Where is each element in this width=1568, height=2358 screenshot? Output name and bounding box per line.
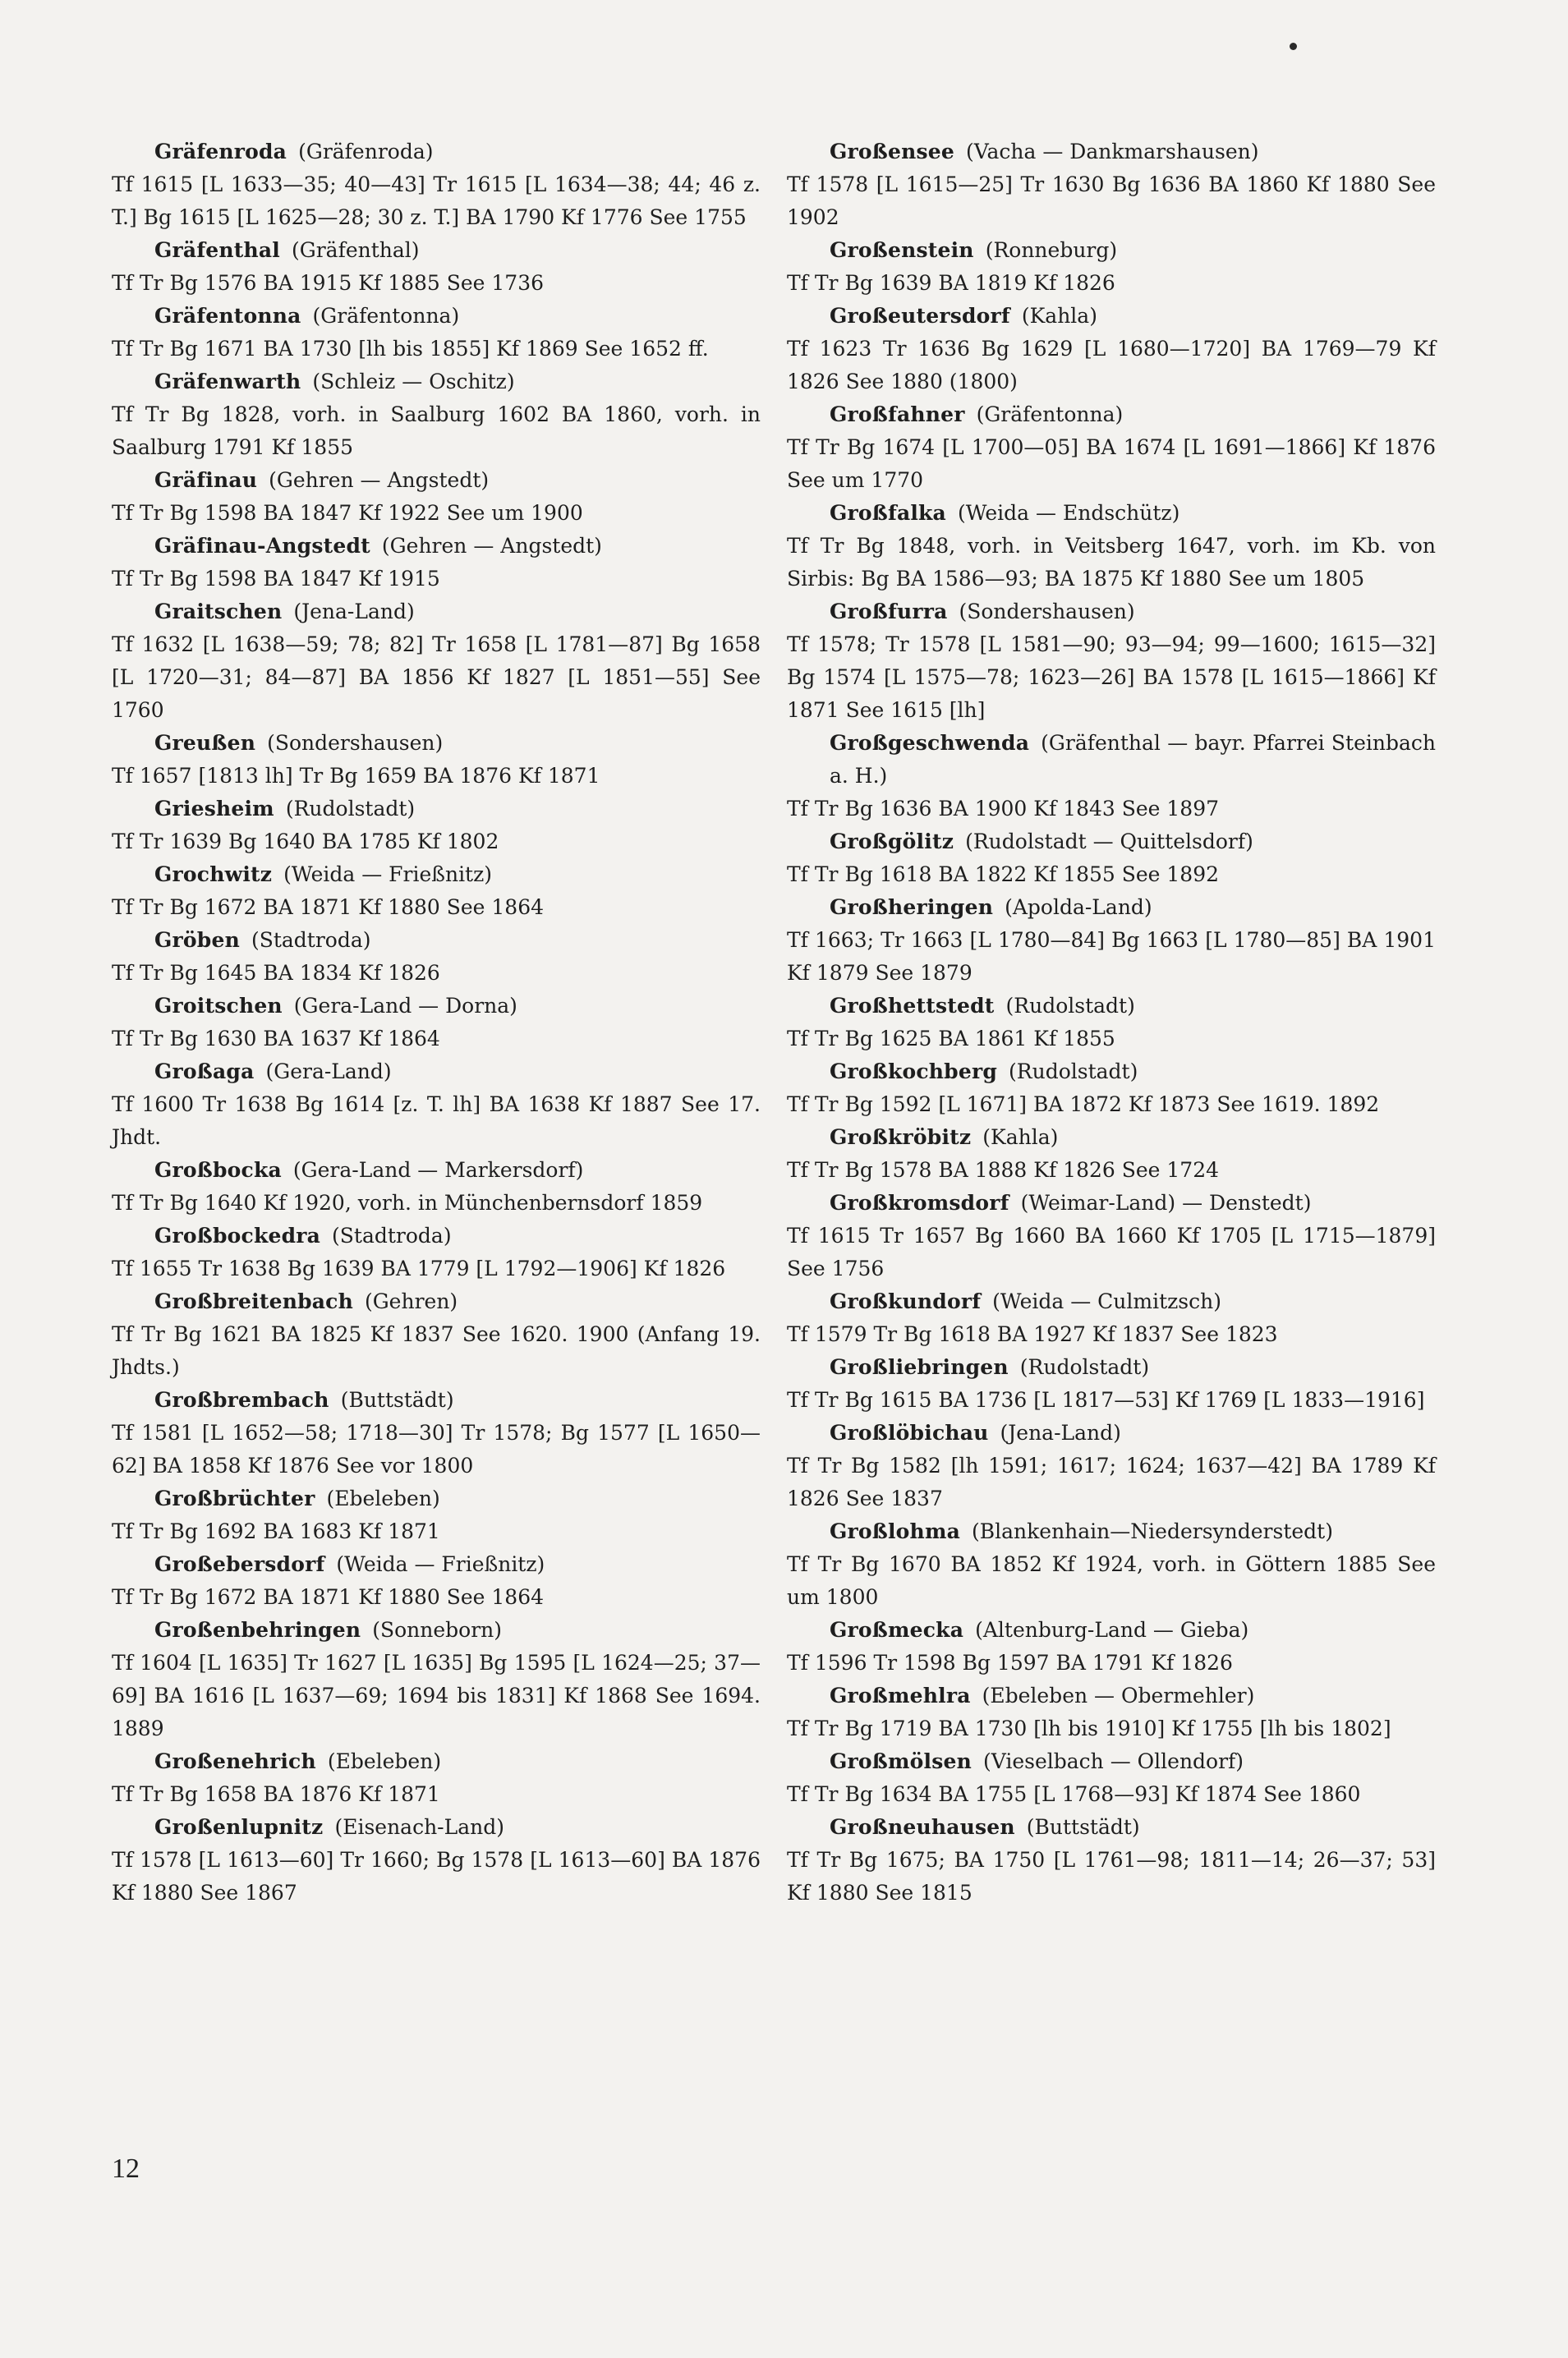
place-name: Großhettstedt: [830, 994, 995, 1018]
place-name: Gräfinau-Angstedt: [154, 534, 370, 558]
place-name: Gräfenthal: [154, 238, 280, 262]
record-details: Tf 1615 Tr 1657 Bg 1660 BA 1660 Kf 1705 [L 1715—1879] See 1756: [787, 1224, 1436, 1280]
place-name: Großkundorf: [830, 1289, 982, 1313]
register-entry: [112, 727, 761, 793]
place-name: Gräfenwarth: [154, 370, 301, 393]
parish-location: (Gräfenthal): [291, 238, 420, 262]
register-entry: [112, 234, 761, 300]
record-details: Tf Tr Bg 1636 BA 1900 Kf 1843 See 1897: [787, 797, 1220, 820]
register-entry: [787, 1417, 1436, 1515]
entry-heading: [112, 1285, 761, 1318]
record-details: Tf 1596 Tr 1598 Bg 1597 BA 1791 Kf 1826: [787, 1651, 1233, 1675]
entry-heading: [112, 990, 761, 1023]
parish-location: (Weida — Endschütz): [957, 501, 1180, 525]
right-column: [787, 136, 1436, 1910]
parish-location: (Weida — Frießnitz): [283, 862, 493, 886]
parish-location: (Apolda-Land): [1005, 895, 1152, 919]
register-entry: [112, 1384, 761, 1482]
record-details: Tf 1600 Tr 1638 Bg 1614 [z. T. lh] BA 1638 Kf 1887 See 17. Jhdt.: [112, 1092, 761, 1149]
register-entry: [112, 530, 761, 595]
place-name: Großenehrich: [154, 1749, 316, 1773]
register-entry: [112, 595, 761, 727]
entry-heading: [787, 1811, 1436, 1844]
register-entry: [787, 1285, 1436, 1351]
place-name: Großmölsen: [830, 1749, 972, 1773]
parish-location: (Vacha — Dankmarshausen): [965, 140, 1259, 163]
parish-location: (Gräfenthal — bayr. Pfarrei Steinbach a. H.): [830, 731, 1436, 788]
place-name: Gräfenroda: [154, 140, 287, 163]
entry-heading: [112, 464, 761, 497]
register-entry: [787, 1614, 1436, 1680]
parish-location: (Rudolstadt): [1009, 1059, 1138, 1083]
parish-location: (Gehren — Angstedt): [269, 468, 490, 492]
parish-location: (Ebeleben — Obermehler): [982, 1684, 1255, 1708]
place-name: Großaga: [154, 1059, 255, 1083]
entry-heading: [112, 1745, 761, 1778]
entry-heading: [112, 136, 761, 168]
parish-location: (Weimar-Land) — Denstedt): [1020, 1191, 1312, 1215]
entry-heading: [787, 1055, 1436, 1088]
record-details: Tf Tr Bg 1625 BA 1861 Kf 1855: [787, 1027, 1115, 1050]
parish-location: (Gehren — Angstedt): [381, 534, 602, 558]
record-details: Tf Tr Bg 1672 BA 1871 Kf 1880 See 1864: [112, 1585, 545, 1609]
place-name: Großmecka: [830, 1618, 964, 1642]
parish-location: (Gera-Land): [265, 1059, 392, 1083]
register-entry: [787, 1351, 1436, 1417]
register-entry: [112, 1055, 761, 1154]
place-name: Großfalka: [830, 501, 946, 525]
entry-heading: [787, 595, 1436, 628]
register-entry: [787, 1811, 1436, 1910]
record-details: Tf 1579 Tr Bg 1618 BA 1927 Kf 1837 See 1823: [787, 1322, 1278, 1346]
record-details: Tf Tr Bg 1615 BA 1736 [L 1817—53] Kf 1769 [L 1833—1916]: [787, 1388, 1425, 1412]
record-details: Tf Tr Bg 1640 Kf 1920, vorh. in Münchenbernsdorf 1859: [112, 1191, 703, 1215]
record-details: Tf 1578 [L 1613—60] Tr 1660; Bg 1578 [L 1613—60] BA 1876 Kf 1880 See 1867: [112, 1848, 761, 1905]
parish-location: (Buttstädt): [340, 1388, 454, 1412]
record-details: Tf 1615 [L 1633—35; 40—43] Tr 1615 [L 1634—38; 44; 46 z. T.] Bg 1615 [L 1625—28; 30 z. T.] BA 1790 Kf 1776 See 1755: [112, 172, 761, 229]
place-name: Großenlupnitz: [154, 1815, 324, 1839]
entry-heading: [787, 1351, 1436, 1384]
record-details: Tf Tr Bg 1578 BA 1888 Kf 1826 See 1724: [787, 1158, 1220, 1182]
entry-heading: [112, 1220, 761, 1253]
place-name: Großlohma: [830, 1519, 960, 1543]
parish-location: (Rudolstadt — Quittelsdorf): [965, 830, 1253, 853]
record-details: Tf Tr Bg 1692 BA 1683 Kf 1871: [112, 1519, 440, 1543]
place-name: Großensee: [830, 140, 954, 163]
entry-heading: [112, 234, 761, 267]
entry-heading: [112, 727, 761, 760]
record-details: Tf Tr Bg 1634 BA 1755 [L 1768—93] Kf 1874 See 1860: [787, 1782, 1361, 1806]
entry-heading: [787, 1187, 1436, 1220]
parish-location: (Gräfentonna): [312, 304, 460, 328]
register-entry: [787, 1680, 1436, 1745]
register-entry: [112, 1614, 761, 1745]
place-name: Großbrembach: [154, 1388, 329, 1412]
entry-heading: [787, 891, 1436, 924]
entry-heading: [787, 1745, 1436, 1778]
parish-location: (Buttstädt): [1026, 1815, 1140, 1839]
place-name: Großneuhausen: [830, 1815, 1015, 1839]
parish-location: (Schleiz — Oschitz): [312, 370, 515, 393]
left-column: [112, 136, 761, 1910]
record-details: Tf Tr Bg 1674 [L 1700—05] BA 1674 [L 1691—1866] Kf 1876 See um 1770: [787, 435, 1436, 492]
record-details: Tf Tr Bg 1618 BA 1822 Kf 1855 See 1892: [787, 862, 1220, 886]
entry-heading: [787, 825, 1436, 858]
register-entry: [112, 1220, 761, 1285]
record-details: Tf 1604 [L 1635] Tr 1627 [L 1635] Bg 1595 [L 1624—25; 37—69] BA 1616 [L 1637—69; 1694 bis 1831] Kf 1868 See 1694. 1889: [112, 1651, 761, 1740]
place-name: Griesheim: [154, 797, 274, 820]
entry-heading: [112, 924, 761, 957]
parish-location: (Weida — Culmitzsch): [992, 1289, 1221, 1313]
place-name: Großebersdorf: [154, 1552, 325, 1576]
place-name: Gräfinau: [154, 468, 258, 492]
record-details: Tf Tr Bg 1670 BA 1852 Kf 1924, vorh. in Göttern 1885 See um 1800: [787, 1552, 1436, 1609]
entry-heading: [787, 234, 1436, 267]
entry-heading: [112, 365, 761, 398]
entry-heading: [787, 990, 1436, 1023]
place-name: Großgölitz: [830, 830, 954, 853]
entry-heading: [787, 398, 1436, 431]
place-name: Greußen: [154, 731, 256, 755]
register-entry: [112, 1285, 761, 1384]
place-name: Großfahner: [830, 402, 965, 426]
register-entry: [112, 365, 761, 464]
register-entry: [787, 136, 1436, 234]
record-details: Tf Tr Bg 1658 BA 1876 Kf 1871: [112, 1782, 440, 1806]
register-entry: [112, 924, 761, 990]
record-details: Tf Tr Bg 1639 BA 1819 Kf 1826: [787, 271, 1115, 295]
entry-heading: [112, 793, 761, 825]
register-entry: [787, 891, 1436, 990]
place-name: Gröben: [154, 928, 240, 952]
record-details: Tf 1657 [1813 lh] Tr Bg 1659 BA 1876 Kf 1871: [112, 764, 600, 788]
place-name: Großmehlra: [830, 1684, 971, 1708]
entry-heading: [787, 1614, 1436, 1647]
entry-heading: [112, 1482, 761, 1515]
register-entry: [787, 595, 1436, 727]
entry-heading: [787, 1121, 1436, 1154]
parish-location: (Sonneborn): [372, 1618, 503, 1642]
entry-heading: [112, 595, 761, 628]
entry-heading: [112, 1154, 761, 1187]
parish-location: (Eisenach-Land): [334, 1815, 504, 1839]
register-entry: [112, 1482, 761, 1548]
entry-heading: [787, 727, 1436, 793]
register-entry: [787, 990, 1436, 1055]
record-details: Tf 1578; Tr 1578 [L 1581—90; 93—94; 99—1600; 1615—32] Bg 1574 [L 1575—78; 1623—26] BA 1578 [L 1615—1866] Kf 1871 See 1615 [lh]: [787, 632, 1436, 722]
record-details: Tf 1663; Tr 1663 [L 1780—84] Bg 1663 [L 1780—85] BA 1901 Kf 1879 See 1879: [787, 928, 1436, 985]
parish-location: (Jena-Land): [1000, 1421, 1121, 1445]
parish-location: (Ebeleben): [326, 1487, 440, 1510]
parish-location: (Rudolstadt): [285, 797, 416, 820]
record-details: Tf 1578 [L 1615—25] Tr 1630 Bg 1636 BA 1860 Kf 1880 See 1902: [787, 172, 1436, 229]
record-details: Tf Tr Bg 1675; BA 1750 [L 1761—98; 1811—14; 26—37; 53] Kf 1880 See 1815: [787, 1848, 1436, 1905]
place-name: Großfurra: [830, 600, 948, 623]
place-name: Großenstein: [830, 238, 974, 262]
register-entry: [112, 1154, 761, 1220]
place-name: Großbreitenbach: [154, 1289, 353, 1313]
register-entry: [787, 1745, 1436, 1811]
parish-location: (Kahla): [982, 1125, 1059, 1149]
place-name: Großkröbitz: [830, 1125, 972, 1149]
place-name: Großkromsdorf: [830, 1191, 1009, 1215]
place-name: Gräfentonna: [154, 304, 301, 328]
record-details: Tf Tr Bg 1719 BA 1730 [lh bis 1910] Kf 1755 [lh bis 1802]: [787, 1717, 1391, 1740]
register-entry: [112, 858, 761, 924]
place-name: Groitschen: [154, 994, 283, 1018]
parish-location: (Sondershausen): [959, 600, 1135, 623]
place-name: Graitschen: [154, 600, 283, 623]
record-details: Tf Tr Bg 1576 BA 1915 Kf 1885 See 1736: [112, 271, 545, 295]
place-name: Großenbehringen: [154, 1618, 361, 1642]
ink-dot: [1290, 43, 1297, 50]
register-entry: [112, 300, 761, 365]
register-entry: [787, 727, 1436, 825]
register-entry: [112, 136, 761, 234]
entry-heading: [112, 300, 761, 333]
entry-heading: [787, 1515, 1436, 1548]
register-entry: [787, 234, 1436, 300]
place-name: Großkochberg: [830, 1059, 998, 1083]
entry-heading: [787, 497, 1436, 530]
place-name: Großheringen: [830, 895, 994, 919]
record-details: Tf 1623 Tr 1636 Bg 1629 [L 1680—1720] BA 1769—79 Kf 1826 See 1880 (1800): [787, 337, 1436, 393]
parish-location: (Jena-Land): [293, 600, 415, 623]
record-details: Tf 1655 Tr 1638 Bg 1639 BA 1779 [L 1792—1906] Kf 1826: [112, 1257, 726, 1280]
parish-location: (Blankenhain—Niedersynderstedt): [972, 1519, 1333, 1543]
record-details: Tf Tr Bg 1592 [L 1671] BA 1872 Kf 1873 See 1619. 1892: [787, 1092, 1380, 1116]
page-number: 12: [112, 2153, 140, 2184]
register-entry: [787, 825, 1436, 891]
register-entry: [112, 1811, 761, 1910]
entry-heading: [787, 1285, 1436, 1318]
entry-heading: [112, 1811, 761, 1844]
entry-heading: [787, 1417, 1436, 1450]
entry-heading: [787, 300, 1436, 333]
place-name: Grochwitz: [154, 862, 273, 886]
entry-heading: [112, 1384, 761, 1417]
parish-location: (Weida — Frießnitz): [336, 1552, 545, 1576]
parish-location: (Altenburg-Land — Gieba): [975, 1618, 1249, 1642]
parish-location: (Rudolstadt): [1019, 1355, 1150, 1379]
entry-heading: [112, 1614, 761, 1647]
register-entry: [112, 793, 761, 858]
parish-location: (Stadtroda): [251, 928, 371, 952]
parish-location: (Stadtroda): [332, 1224, 452, 1248]
record-details: Tf Tr Bg 1848, vorh. in Veitsberg 1647, vorh. im Kb. von Sirbis: Bg BA 1586—93; BA 1875 Kf 1880 See um 1805: [787, 534, 1436, 591]
parish-location: (Rudolstadt): [1005, 994, 1135, 1018]
record-details: Tf Tr Bg 1582 [lh 1591; 1617; 1624; 1637—42] BA 1789 Kf 1826 See 1837: [787, 1454, 1436, 1510]
register-entry: [787, 1515, 1436, 1614]
parish-location: (Gera-Land — Dorna): [293, 994, 517, 1018]
parish-location: (Ebeleben): [327, 1749, 442, 1773]
record-details: Tf Tr Bg 1630 BA 1637 Kf 1864: [112, 1027, 440, 1050]
entry-heading: [112, 1055, 761, 1088]
parish-location: (Ronneburg): [985, 238, 1118, 262]
register-entry: [787, 300, 1436, 398]
record-details: Tf Tr Bg 1645 BA 1834 Kf 1826: [112, 961, 440, 985]
parish-location: (Gräfentonna): [976, 402, 1124, 426]
parish-location: (Sondershausen): [267, 731, 444, 755]
place-name: Großlöbichau: [830, 1421, 989, 1445]
parish-location: (Gräfenroda): [298, 140, 434, 163]
entry-heading: [112, 858, 761, 891]
register-entry: [787, 497, 1436, 595]
record-details: Tf Tr Bg 1598 BA 1847 Kf 1922 See um 1900: [112, 501, 583, 525]
place-name: Großbocka: [154, 1158, 282, 1182]
register-entry: [112, 464, 761, 530]
register-entry: [112, 1548, 761, 1614]
register-entry: [787, 398, 1436, 497]
entry-heading: [787, 136, 1436, 168]
parish-location: (Gera-Land — Markersdorf): [292, 1158, 584, 1182]
place-name: Großgeschwenda: [830, 731, 1030, 755]
record-details: Tf Tr Bg 1671 BA 1730 [lh bis 1855] Kf 1869 See 1652 ff.: [112, 337, 709, 361]
parish-location: (Vieselbach — Ollendorf): [982, 1749, 1244, 1773]
record-details: Tf Tr 1639 Bg 1640 BA 1785 Kf 1802: [112, 830, 499, 853]
register-entry: [112, 1745, 761, 1811]
place-name: Großeutersdorf: [830, 304, 1010, 328]
record-details: Tf Tr Bg 1598 BA 1847 Kf 1915: [112, 567, 440, 591]
parish-location: (Gehren): [364, 1289, 458, 1313]
register-entry: [787, 1187, 1436, 1285]
place-name: Großliebringen: [830, 1355, 1009, 1379]
record-details: Tf 1632 [L 1638—59; 78; 82] Tr 1658 [L 1781—87] Bg 1658 [L 1720—31; 84—87] BA 1856 Kf 1827 [L 1851—55] See 1760: [112, 632, 761, 722]
record-details: Tf 1581 [L 1652—58; 1718—30] Tr 1578; Bg 1577 [L 1650—62] BA 1858 Kf 1876 See vor 1800: [112, 1421, 761, 1478]
place-name: Großbockedra: [154, 1224, 321, 1248]
register-entry: [787, 1121, 1436, 1187]
entry-heading: [112, 1548, 761, 1581]
parish-location: (Kahla): [1021, 304, 1097, 328]
entry-heading: [112, 530, 761, 563]
place-name: Großbrüchter: [154, 1487, 315, 1510]
register-entry: [112, 990, 761, 1055]
record-details: Tf Tr Bg 1621 BA 1825 Kf 1837 See 1620. 1900 (Anfang 19. Jhdts.): [112, 1322, 761, 1379]
record-details: Tf Tr Bg 1828, vorh. in Saalburg 1602 BA 1860, vorh. in Saalburg 1791 Kf 1855: [112, 402, 761, 459]
entry-heading: [787, 1680, 1436, 1712]
register-entry: [787, 1055, 1436, 1121]
record-details: Tf Tr Bg 1672 BA 1871 Kf 1880 See 1864: [112, 895, 545, 919]
